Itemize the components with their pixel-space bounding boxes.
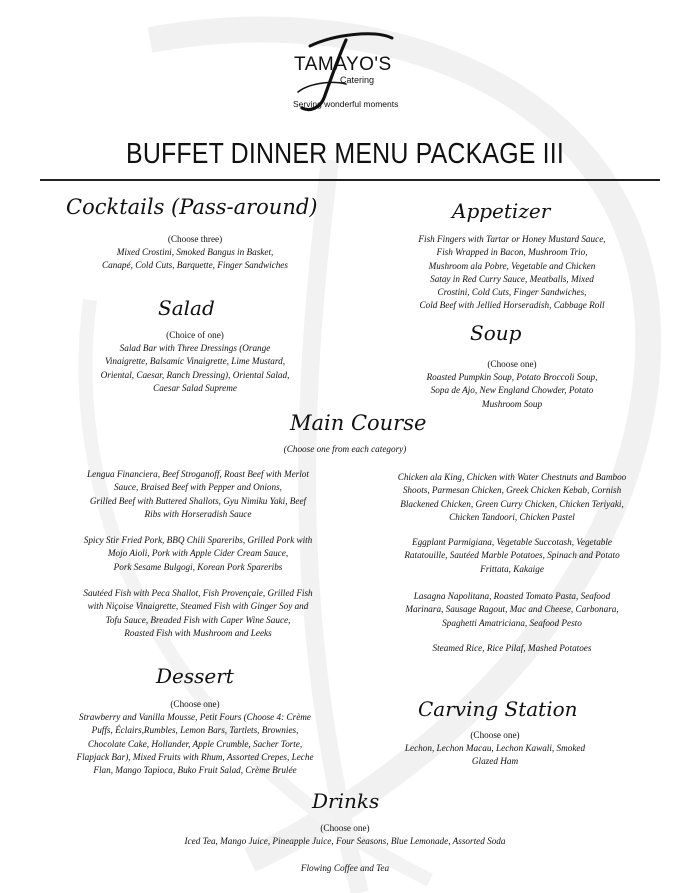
main-course-pork: Spicy Stir Fried Pork, BBQ Chili Spareribs, Grilled Pork with Mojo Aioli, Pork with Apple Cider Cream Sauce, Pork Sesame Bulgogi, Korean Pork Spareribs (83, 535, 313, 572)
main-course-starch: Steamed Rice, Rice Pilaf, Mashed Potatoes (432, 643, 592, 653)
soup-items: Roasted Pumpkin Soup, Potato Broccoli Soup, Sopa de Ajo, New England Chowder, Potato Mushroom Soup (426, 372, 598, 409)
dessert-note: (Choose one) (170, 699, 220, 709)
drinks-heading: Drinks (312, 789, 380, 813)
appetizer-heading: Appetizer (452, 199, 551, 223)
dessert-items: Strawberry and Vanilla Mousse, Petit Fours (Choose 4: Crème Puffs, Éclairs,Rumbles, Lemon Bars, Tartlets, Brownies, Chocolate Cake, Hollander, Apple Crumble, Sacher Torte, Flapjack Bar), Mixed Fruits with Rhum, Assorted Crepes, Leche Flan, Mango Tapioca, Buko Fruit Salad, Crème Brulée (76, 712, 314, 776)
carving-heading: Carving Station (418, 697, 578, 721)
main-course-fish: Sautéed Fish with Peca Shallot, Fish Provençale, Grilled Fish with Niçoise Vinaigrette, Steamed Fish with Ginger Soy and Tofu Sauce, Breaded Fish with Caper Wine Sauce, Roasted Fish with Mushroom and Leeks (83, 588, 313, 638)
appetizer-items: Fish Fingers with Tartar or Honey Mustard Sauce, Fish Wrapped in Bacon, Mushroom Trio, Mushroom ala Pobre, Vegetable and Chicken Satay in Red Curry Sauce, Meatballs, Mixed Crostini, Cold Cuts, Finger Sandwiches, Cold Beef with Jellied Horseradish, Cabbage Roll (418, 234, 606, 311)
main-course-note: (Choose one from each category) (283, 444, 407, 454)
salad-items: Salad Bar with Three Dressings (Orange Vinaigrette, Balsamic Vinaigrette, Lime Mustard, Oriental, Caesar, Ranch Dressing), Oriental Salad, Caesar Salad Supreme (100, 343, 290, 393)
carving-note: (Choose one) (470, 730, 520, 740)
salad-note: (Choice of one) (166, 330, 224, 340)
cocktails-note: (Choose three) (167, 234, 223, 244)
drinks-items: Iced Tea, Mango Juice, Pineapple Juice, Four Seasons, Blue Lemonade, Assorted Soda (184, 836, 506, 846)
salad-heading: Salad (158, 296, 215, 320)
drinks-note: (Choose one) (320, 823, 370, 833)
cocktails-items: Mixed Crostini, Smoked Bangus in Basket, Canapé, Cold Cuts, Barquette, Finger Sandwiches (102, 247, 288, 271)
logo-name: TAMAYO'S (294, 54, 392, 75)
main-course-vegetable: Eggplant Parmigiana, Vegetable Succotash, Vegetable Ratatouille, Sautéed Marble Potatoes, Spinach and Potato Frittata, Kakaige (404, 537, 620, 574)
drinks-extra: Flowing Coffee and Tea (300, 863, 390, 873)
logo-tagline: Serving wonderful moments (293, 99, 399, 109)
cocktails-heading: Cocktails (Pass-around) (66, 195, 318, 219)
dessert-heading: Dessert (156, 664, 234, 688)
main-course-chicken: Chicken ala King, Chicken with Water Chestnuts and Bamboo Shoots, Parmesan Chicken, Greek Chicken Kebab, Cornish Blackened Chicken, Green Curry Chicken, Chicken Teriyaki, Chicken Tandoori, Chicken Pastel (397, 472, 627, 522)
main-course-beef: Lengua Financiera, Beef Stroganoff, Roast Beef with Merlot Sauce, Braised Beef with Pepper and Onions, Grilled Beef with Buttered Shallots, Gyu Nimiku Yaki, Beef Ribs with Horseradish Sauce (87, 469, 309, 519)
soup-heading: Soup (470, 321, 522, 345)
logo-subname: Catering (340, 75, 375, 85)
title-divider (40, 179, 660, 181)
soup-note: (Choose one) (487, 359, 537, 369)
page-title: BUFFET DINNER MENU PACKAGE III (126, 138, 564, 170)
main-course-heading: Main Course (290, 411, 427, 435)
carving-items: Lechon, Lechon Macau, Lechon Kawali, Smoked Glazed Ham (404, 743, 586, 767)
main-course-pasta: Lasagna Napolitana, Roasted Tomato Pasta, Seafood Marinara, Sausage Ragout, Mac and Cheese, Carbonara, Spaghetti Amatriciana, Seafood Pesto (405, 591, 619, 628)
